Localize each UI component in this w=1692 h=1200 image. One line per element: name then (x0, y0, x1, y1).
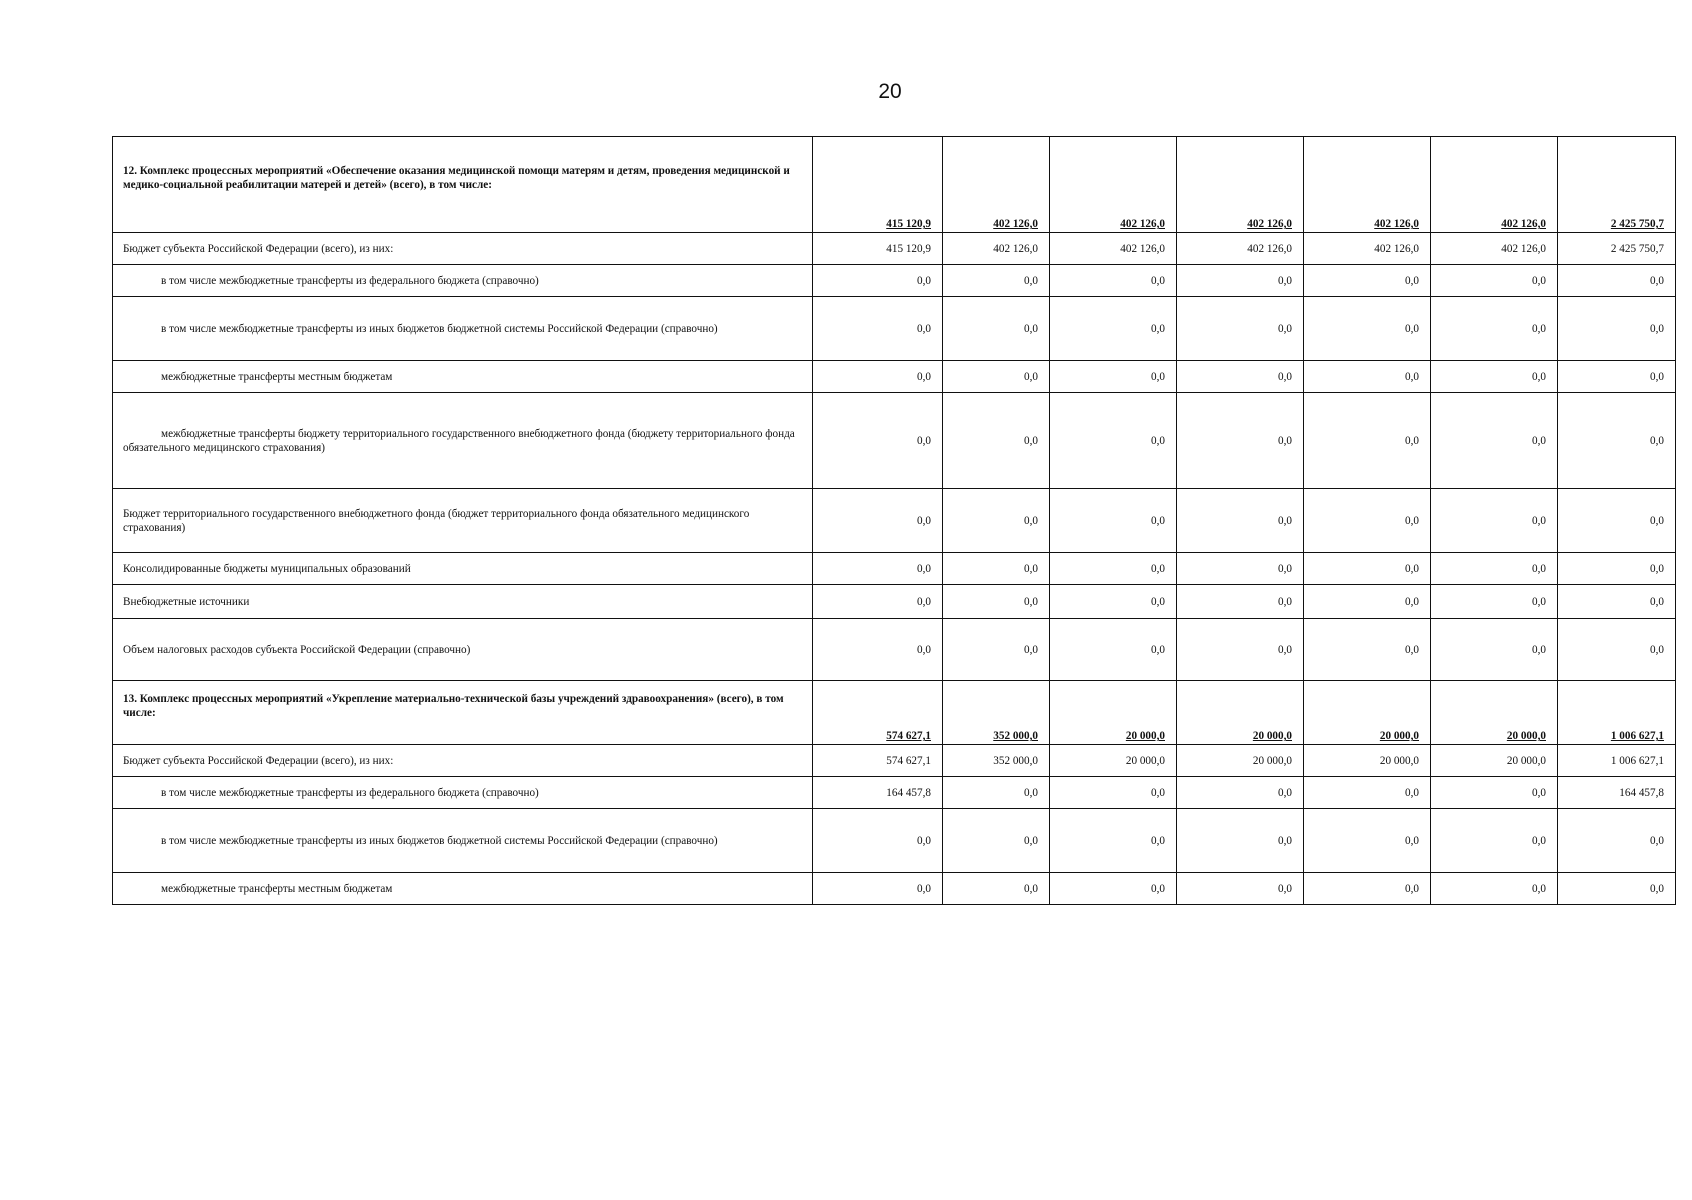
value-cell: 402 126,0 (943, 137, 1050, 233)
value-cell: 0,0 (1431, 393, 1558, 489)
value-cell: 0,0 (943, 489, 1050, 553)
row-total-cell: 0,0 (1558, 873, 1676, 905)
value-cell: 0,0 (813, 873, 943, 905)
value-cell: 20 000,0 (1431, 681, 1558, 745)
value-cell: 574 627,1 (813, 681, 943, 745)
row-total-cell: 0,0 (1558, 809, 1676, 873)
row-total-cell: 2 425 750,7 (1558, 137, 1676, 233)
table-row (113, 585, 1676, 619)
value-cell: 0,0 (1431, 265, 1558, 297)
table-row (113, 489, 1676, 553)
row-label: 13. Комплекс процессных мероприятий «Укрепление материально-технической базы учреждений здравоохранения» (всего), в том числе: (113, 681, 813, 745)
value-cell: 0,0 (813, 265, 943, 297)
table-row (113, 777, 1676, 809)
value-cell: 402 126,0 (1177, 137, 1304, 233)
budget-table (112, 136, 1676, 905)
value-cell: 0,0 (813, 585, 943, 619)
table-row (113, 233, 1676, 265)
value-cell: 402 126,0 (1304, 233, 1431, 265)
value-cell: 0,0 (1050, 297, 1177, 361)
row-label: межбюджетные трансферты местным бюджетам (113, 873, 813, 905)
row-total-cell: 0,0 (1558, 393, 1676, 489)
row-label: Объем налоговых расходов субъекта Российской Федерации (справочно) (113, 619, 813, 681)
value-cell: 0,0 (1304, 265, 1431, 297)
value-cell: 0,0 (1431, 297, 1558, 361)
value-cell: 0,0 (813, 553, 943, 585)
table-row (113, 265, 1676, 297)
section-row (113, 681, 1676, 745)
value-cell: 0,0 (1050, 873, 1177, 905)
value-cell: 402 126,0 (1431, 137, 1558, 233)
value-cell: 0,0 (1304, 777, 1431, 809)
value-cell: 0,0 (1431, 809, 1558, 873)
value-cell: 20 000,0 (1050, 745, 1177, 777)
value-cell: 0,0 (1050, 553, 1177, 585)
value-cell: 20 000,0 (1431, 745, 1558, 777)
table-row (113, 297, 1676, 361)
value-cell: 402 126,0 (943, 233, 1050, 265)
row-total-cell: 0,0 (1558, 553, 1676, 585)
value-cell: 0,0 (1177, 777, 1304, 809)
value-cell: 0,0 (943, 873, 1050, 905)
value-cell: 0,0 (1304, 297, 1431, 361)
value-cell: 0,0 (1177, 585, 1304, 619)
value-cell: 20 000,0 (1177, 745, 1304, 777)
value-cell: 20 000,0 (1304, 745, 1431, 777)
value-cell: 20 000,0 (1304, 681, 1431, 745)
value-cell: 20 000,0 (1050, 681, 1177, 745)
value-cell: 0,0 (1177, 553, 1304, 585)
value-cell: 0,0 (1304, 489, 1431, 553)
value-cell: 0,0 (1304, 619, 1431, 681)
value-cell: 352 000,0 (943, 681, 1050, 745)
value-cell: 0,0 (1431, 361, 1558, 393)
row-total-cell: 0,0 (1558, 619, 1676, 681)
value-cell: 0,0 (1050, 619, 1177, 681)
value-cell: 402 126,0 (1050, 137, 1177, 233)
value-cell: 0,0 (1177, 265, 1304, 297)
value-cell: 0,0 (1050, 265, 1177, 297)
value-cell: 0,0 (1304, 393, 1431, 489)
table-row (113, 553, 1676, 585)
value-cell: 402 126,0 (1050, 233, 1177, 265)
value-cell: 0,0 (1177, 297, 1304, 361)
row-total-cell: 0,0 (1558, 361, 1676, 393)
value-cell: 20 000,0 (1177, 681, 1304, 745)
table-row (113, 393, 1676, 489)
value-cell: 0,0 (1050, 809, 1177, 873)
row-label: межбюджетные трансферты местным бюджетам (113, 361, 813, 393)
value-cell: 415 120,9 (813, 233, 943, 265)
row-total-cell: 1 006 627,1 (1558, 745, 1676, 777)
row-label: в том числе межбюджетные трансферты из федерального бюджета (справочно) (113, 265, 813, 297)
row-label: 12. Комплекс процессных мероприятий «Обеспечение оказания медицинской помощи матерям и детям, проведения медицинской и медико-социальной реабилитации матерей и детей» (всего), в том числе: (113, 137, 813, 233)
value-cell: 0,0 (1431, 619, 1558, 681)
value-cell: 402 126,0 (1304, 137, 1431, 233)
value-cell: 0,0 (1177, 809, 1304, 873)
value-cell: 164 457,8 (813, 777, 943, 809)
value-cell: 0,0 (1304, 361, 1431, 393)
table-row (113, 361, 1676, 393)
table-row (113, 745, 1676, 777)
row-label: в том числе межбюджетные трансферты из федерального бюджета (справочно) (113, 777, 813, 809)
row-label: Консолидированные бюджеты муниципальных образований (113, 553, 813, 585)
value-cell: 415 120,9 (813, 137, 943, 233)
value-cell: 0,0 (943, 777, 1050, 809)
value-cell: 0,0 (1304, 585, 1431, 619)
value-cell: 0,0 (1304, 873, 1431, 905)
value-cell: 0,0 (813, 619, 943, 681)
row-total-cell: 2 425 750,7 (1558, 233, 1676, 265)
value-cell: 0,0 (943, 553, 1050, 585)
value-cell: 352 000,0 (943, 745, 1050, 777)
value-cell: 0,0 (943, 809, 1050, 873)
row-total-cell: 0,0 (1558, 297, 1676, 361)
table-row (113, 873, 1676, 905)
table-row (113, 809, 1676, 873)
page-number: 20 (878, 80, 902, 103)
row-total-cell: 0,0 (1558, 265, 1676, 297)
value-cell: 0,0 (1304, 553, 1431, 585)
row-label: Бюджет субъекта Российской Федерации (всего), из них: (113, 233, 813, 265)
value-cell: 0,0 (813, 297, 943, 361)
value-cell: 0,0 (1177, 619, 1304, 681)
value-cell: 0,0 (1050, 361, 1177, 393)
value-cell: 0,0 (943, 361, 1050, 393)
value-cell: 402 126,0 (1177, 233, 1304, 265)
row-total-cell: 0,0 (1558, 585, 1676, 619)
value-cell: 0,0 (943, 585, 1050, 619)
value-cell: 0,0 (1431, 489, 1558, 553)
value-cell: 0,0 (813, 393, 943, 489)
value-cell: 0,0 (943, 393, 1050, 489)
value-cell: 0,0 (1177, 489, 1304, 553)
value-cell: 0,0 (1431, 777, 1558, 809)
value-cell: 0,0 (1177, 361, 1304, 393)
value-cell: 0,0 (1304, 809, 1431, 873)
value-cell: 0,0 (1050, 777, 1177, 809)
value-cell: 0,0 (813, 361, 943, 393)
value-cell: 0,0 (1431, 585, 1558, 619)
value-cell: 0,0 (1431, 553, 1558, 585)
row-label: Внебюджетные источники (113, 585, 813, 619)
value-cell: 0,0 (1050, 393, 1177, 489)
value-cell: 0,0 (1177, 393, 1304, 489)
table-row (113, 619, 1676, 681)
row-label: межбюджетные трансферты бюджету территориального государственного внебюджетного фонда (бюджету территориального фонда обязательного медицинского страхования) (113, 393, 813, 489)
value-cell: 0,0 (1177, 873, 1304, 905)
row-label: Бюджет субъекта Российской Федерации (всего), из них: (113, 745, 813, 777)
row-total-cell: 0,0 (1558, 489, 1676, 553)
section-row (113, 137, 1676, 233)
value-cell: 0,0 (1050, 585, 1177, 619)
value-cell: 0,0 (813, 489, 943, 553)
row-total-cell: 164 457,8 (1558, 777, 1676, 809)
value-cell: 0,0 (1431, 873, 1558, 905)
row-total-cell: 1 006 627,1 (1558, 681, 1676, 745)
row-label: Бюджет территориального государственного внебюджетного фонда (бюджет территориального фонда обязательного медицинского страхования) (113, 489, 813, 553)
value-cell: 402 126,0 (1431, 233, 1558, 265)
value-cell: 574 627,1 (813, 745, 943, 777)
value-cell: 0,0 (943, 619, 1050, 681)
row-label: в том числе межбюджетные трансферты из иных бюджетов бюджетной системы Российской Федерации (справочно) (113, 809, 813, 873)
row-label: в том числе межбюджетные трансферты из иных бюджетов бюджетной системы Российской Федерации (справочно) (113, 297, 813, 361)
value-cell: 0,0 (943, 265, 1050, 297)
value-cell: 0,0 (813, 809, 943, 873)
value-cell: 0,0 (943, 297, 1050, 361)
value-cell: 0,0 (1050, 489, 1177, 553)
